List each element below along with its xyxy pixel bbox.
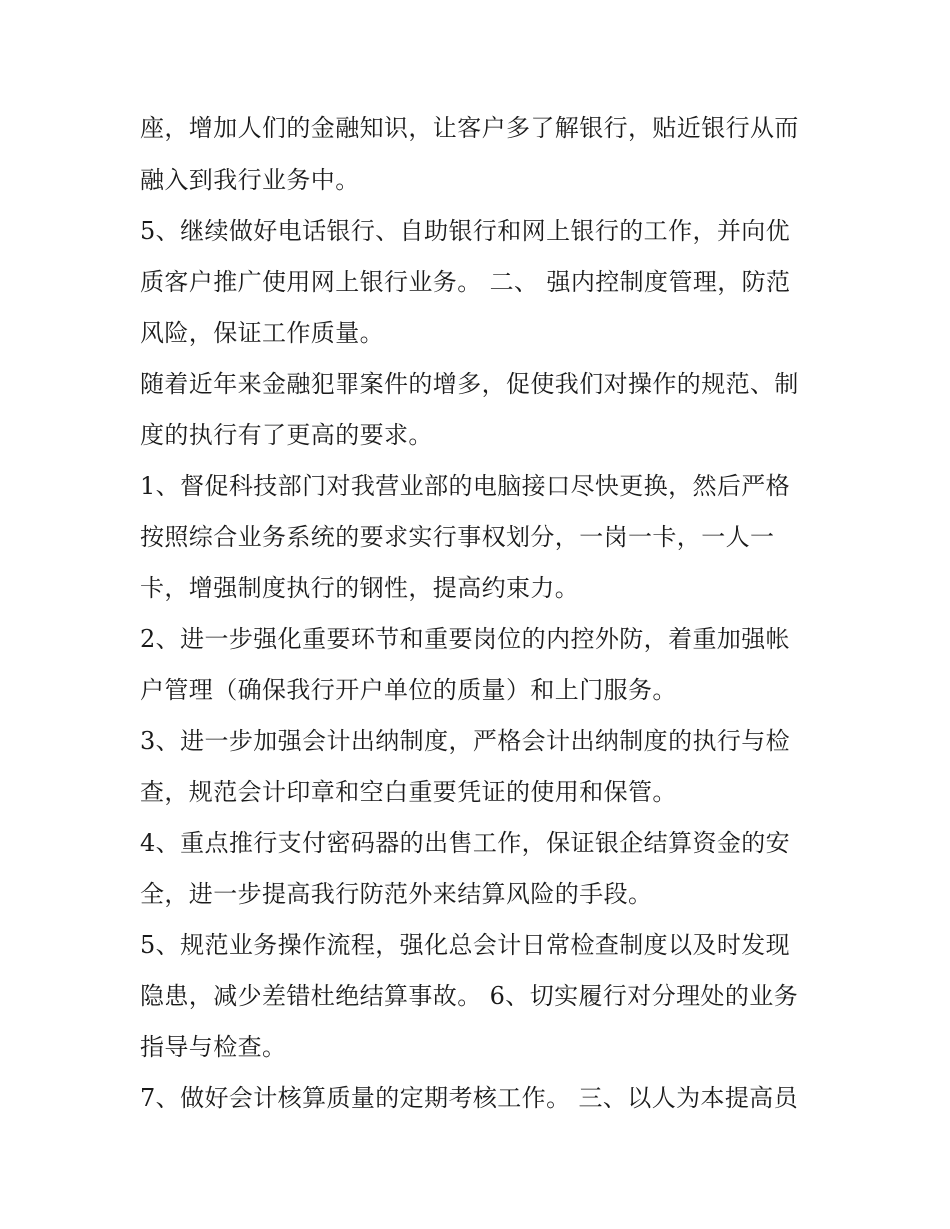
- text-line: 度的执行有了更高的要求。: [140, 421, 433, 449]
- text-line: 7、做好会计核算质量的定期考核工作。 三、以人为本提高员: [140, 1084, 799, 1112]
- text-line: 全，进一步提高我行防范外来结算风险的手段。: [140, 880, 653, 908]
- text-line: 隐患，减少差错杜绝结算事故。 6、切实履行对分理处的业务: [140, 982, 799, 1010]
- text-line: 户管理（确保我行开户单位的质量）和上门服务。: [140, 676, 677, 704]
- text-line: 融入到我行业务中。: [140, 166, 360, 194]
- text-line: 4、重点推行支付密码器的出售工作，保证银企结算资金的安: [140, 829, 791, 857]
- text-line: 座，增加人们的金融知识，让客户多了解银行，贴近银行从而: [140, 114, 799, 142]
- text-line: 指导与检查。: [140, 1033, 287, 1061]
- text-line: 1、督促科技部门对我营业部的电脑接口尽快更换，然后严格: [140, 472, 791, 500]
- text-line: 查，规范会计印章和空白重要凭证的使用和保管。: [140, 778, 677, 806]
- text-line: 按照综合业务系统的要求实行事权划分，一岗一卡，一人一: [140, 523, 775, 551]
- text-line: 随着近年来金融犯罪案件的增多，促使我们对操作的规范、制: [140, 370, 799, 398]
- text-line: 3、进一步加强会计出纳制度，严格会计出纳制度的执行与检: [140, 727, 791, 755]
- text-line: 风险，保证工作质量。: [140, 319, 384, 347]
- text-line: 5、继续做好电话银行、自助银行和网上银行的工作，并向优: [140, 217, 791, 245]
- text-line: 质客户推广使用网上银行业务。 二、 强内控制度管理，防范: [140, 268, 791, 296]
- text-line: 2、进一步强化重要环节和重要岗位的内控外防，着重加强帐: [140, 625, 791, 653]
- text-line: 5、规范业务操作流程，强化总会计日常检查制度以及时发现: [140, 931, 791, 959]
- text-line: 卡，增强制度执行的钢性，提高约束力。: [140, 574, 580, 602]
